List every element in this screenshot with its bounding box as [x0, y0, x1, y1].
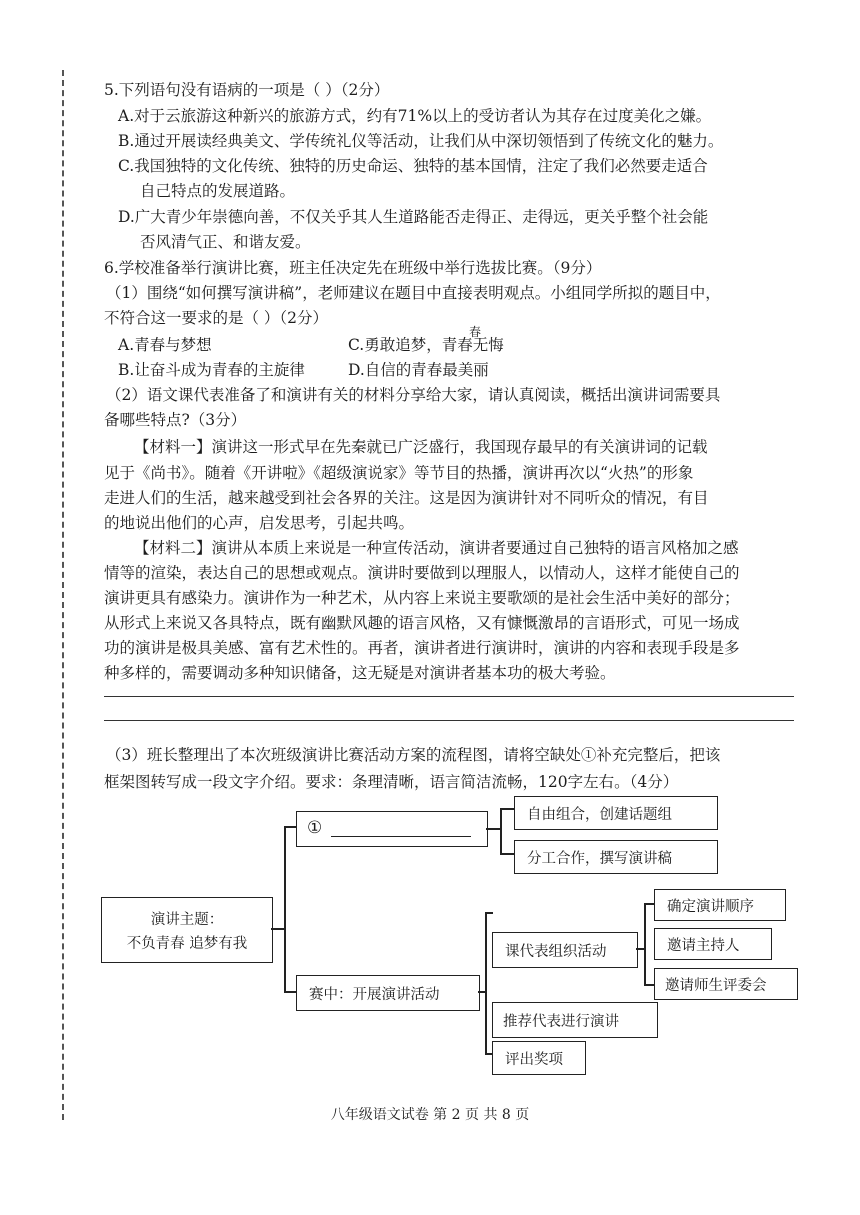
- question-6-option-c: C.勇敢追梦，青春无悔: [348, 336, 504, 354]
- material-1-line3: 走进人们的生活，越来越受到社会各界的关注。这是因为演讲针对不同听众的情况，有目: [104, 489, 709, 507]
- material-2-line4: 从形式上来说又各具特点，既有幽默风趣的语言风格，又有慷慨激昂的言语形式，可见一场成: [104, 614, 740, 632]
- binding-margin-line: [62, 70, 64, 1120]
- handwritten-correction: 春: [469, 325, 482, 339]
- question-5-option-c-line1: C.我国独特的文化传统、独特的历史命运、独特的基本国情，注定了我们必然要走适合: [118, 157, 708, 175]
- question-5-option-b: B.通过开展读经典美文、学传统礼仪等活动，让我们从中深切领悟到了传统文化的魅力。: [118, 132, 724, 150]
- flowchart-rep-label: 课代表组织活动: [505, 944, 607, 960]
- material-2-line5: 功的演讲是极具美感、富有艺术性的。再者，演讲者进行演讲时，演讲的内容和表现手段是多: [104, 639, 740, 657]
- material-2-line3: 演讲更具有感染力。演讲作为一种艺术，从内容上来说主要歌颂的是社会生活中美好的部分；: [104, 589, 740, 607]
- answer-line-2[interactable]: [104, 720, 794, 721]
- flowchart-root-bracket: [284, 826, 286, 992]
- material-2-line2: 情等的渲染，表达自己的思想或观点。演讲时要做到以理服人，以情动人，这样才能使自己的: [104, 564, 740, 582]
- question-6-part1-stem-line1: （1）围绕“如何撰写演讲稿”，老师建议在题目中直接表明观点。小组同学所拟的题目中，: [106, 284, 721, 302]
- question-5-option-a: A.对于云旅游这种新兴的旅游方式，约有71%以上的受访者认为其存在过度美化之嫌。: [118, 107, 712, 125]
- flowchart-rep-child-a-label: 确定演讲顺序: [667, 899, 754, 915]
- flowchart-rep-child-c-label: 邀请师生评委会: [665, 978, 767, 994]
- flowchart-recommend-box: [492, 1002, 658, 1038]
- material-1-line4: 的地说出他们的心声，启发思考，引起共鸣。: [104, 514, 415, 532]
- question-5-option-d-line2: 否风清气正、和谐友爱。: [140, 233, 311, 251]
- question-5-option-c-line2: 自己特点的发展道路。: [140, 182, 296, 200]
- question-6-part2-stem-line1: （2）语文课代表准备了和演讲有关的材料分享给大家，请认真阅读，概括出演讲词需要具: [106, 386, 721, 404]
- flowchart-blank-box[interactable]: [296, 811, 488, 847]
- flowchart-rep-child-b: [654, 928, 772, 960]
- flowchart-blank-child-a: [514, 796, 718, 830]
- question-6-option-a: A.青春与梦想: [118, 336, 212, 354]
- flowchart-rep-child-c: [654, 968, 798, 1000]
- flowchart-root-line2: 不负青春 追梦有我: [126, 936, 248, 952]
- question-6-option-d: D.自信的青春最美丽: [348, 361, 489, 379]
- question-5-stem: 5.下列语句没有语病的一项是（ ）（2分）: [104, 81, 390, 99]
- question-6-part2-stem-line2: 备哪些特点?（3分）: [104, 411, 247, 429]
- material-2-line1: 【材料二】演讲从本质上来说是一种宣传活动，演讲者要通过自己独特的语言风格加之感: [134, 539, 739, 557]
- material-2-line6: 种多样的，需要调动多种知识储备，这无疑是对演讲者基本功的极大考验。: [104, 664, 616, 682]
- flowchart-blank-child-a-label: 自由组合，创建话题组: [527, 807, 672, 823]
- question-6-option-b: B.让奋斗成为青春的主旋律: [118, 361, 305, 379]
- flowchart-blank-fill-line[interactable]: [331, 836, 471, 837]
- question-6-part1-stem-line2: 不符合这一要求的是（ ）（2分）: [104, 309, 329, 327]
- flowchart-mid-bracket: [485, 912, 487, 1054]
- flowchart-blank-label: ①: [307, 818, 323, 838]
- material-1-line2: 见于《尚书》。随着《开讲啦》《超级演说家》等节目的热播，演讲再次以“火热”的形象: [104, 464, 694, 482]
- material-1-line1: 【材料一】演讲这一形式早在先秦就已广泛盛行，我国现存最早的有关演讲词的记载: [134, 438, 708, 456]
- question-6-part3-stem-line1: （3）班长整理出了本次班级演讲比赛活动方案的流程图，请将空缺处①补充完整后，把该: [106, 746, 721, 764]
- question-6-stem: 6.学校准备举行演讲比赛，班主任决定先在班级中举行选拔比赛。（9分）: [104, 259, 602, 277]
- flowchart-blank-child-b-label: 分工合作，撰写演讲稿: [527, 851, 672, 867]
- page-footer: 八年级语文试卷 第 2 页 共 8 页: [330, 1107, 530, 1123]
- answer-line-1[interactable]: [104, 696, 794, 697]
- flowchart-mid-box: [296, 975, 480, 1011]
- flowchart-rep-child-a: [654, 889, 786, 921]
- flowchart-mid-label: 赛中：开展演讲活动: [309, 987, 440, 1003]
- flowchart-root-box: [101, 897, 273, 963]
- question-5-option-d-line1: D.广大青少年崇德向善，不仅关乎其人生道路能否走得正、走得远，更关乎整个社会能: [118, 208, 709, 226]
- flowchart-root-line1: 演讲主题：: [150, 912, 224, 928]
- flowchart-rep-box: [492, 932, 638, 968]
- flowchart-blank-child-b: [514, 840, 718, 874]
- flowchart-recommend-label: 推荐代表进行演讲: [503, 1014, 619, 1030]
- question-6-part3-stem-line2: 框架图转写成一段文字介绍。要求：条理清晰，语言简洁流畅，120字左右。（4分）: [104, 773, 679, 791]
- flowchart-award-box: [492, 1041, 586, 1075]
- flowchart-rep-child-b-label: 邀请主持人: [667, 938, 740, 954]
- flowchart-award-label: 评出奖项: [505, 1052, 563, 1068]
